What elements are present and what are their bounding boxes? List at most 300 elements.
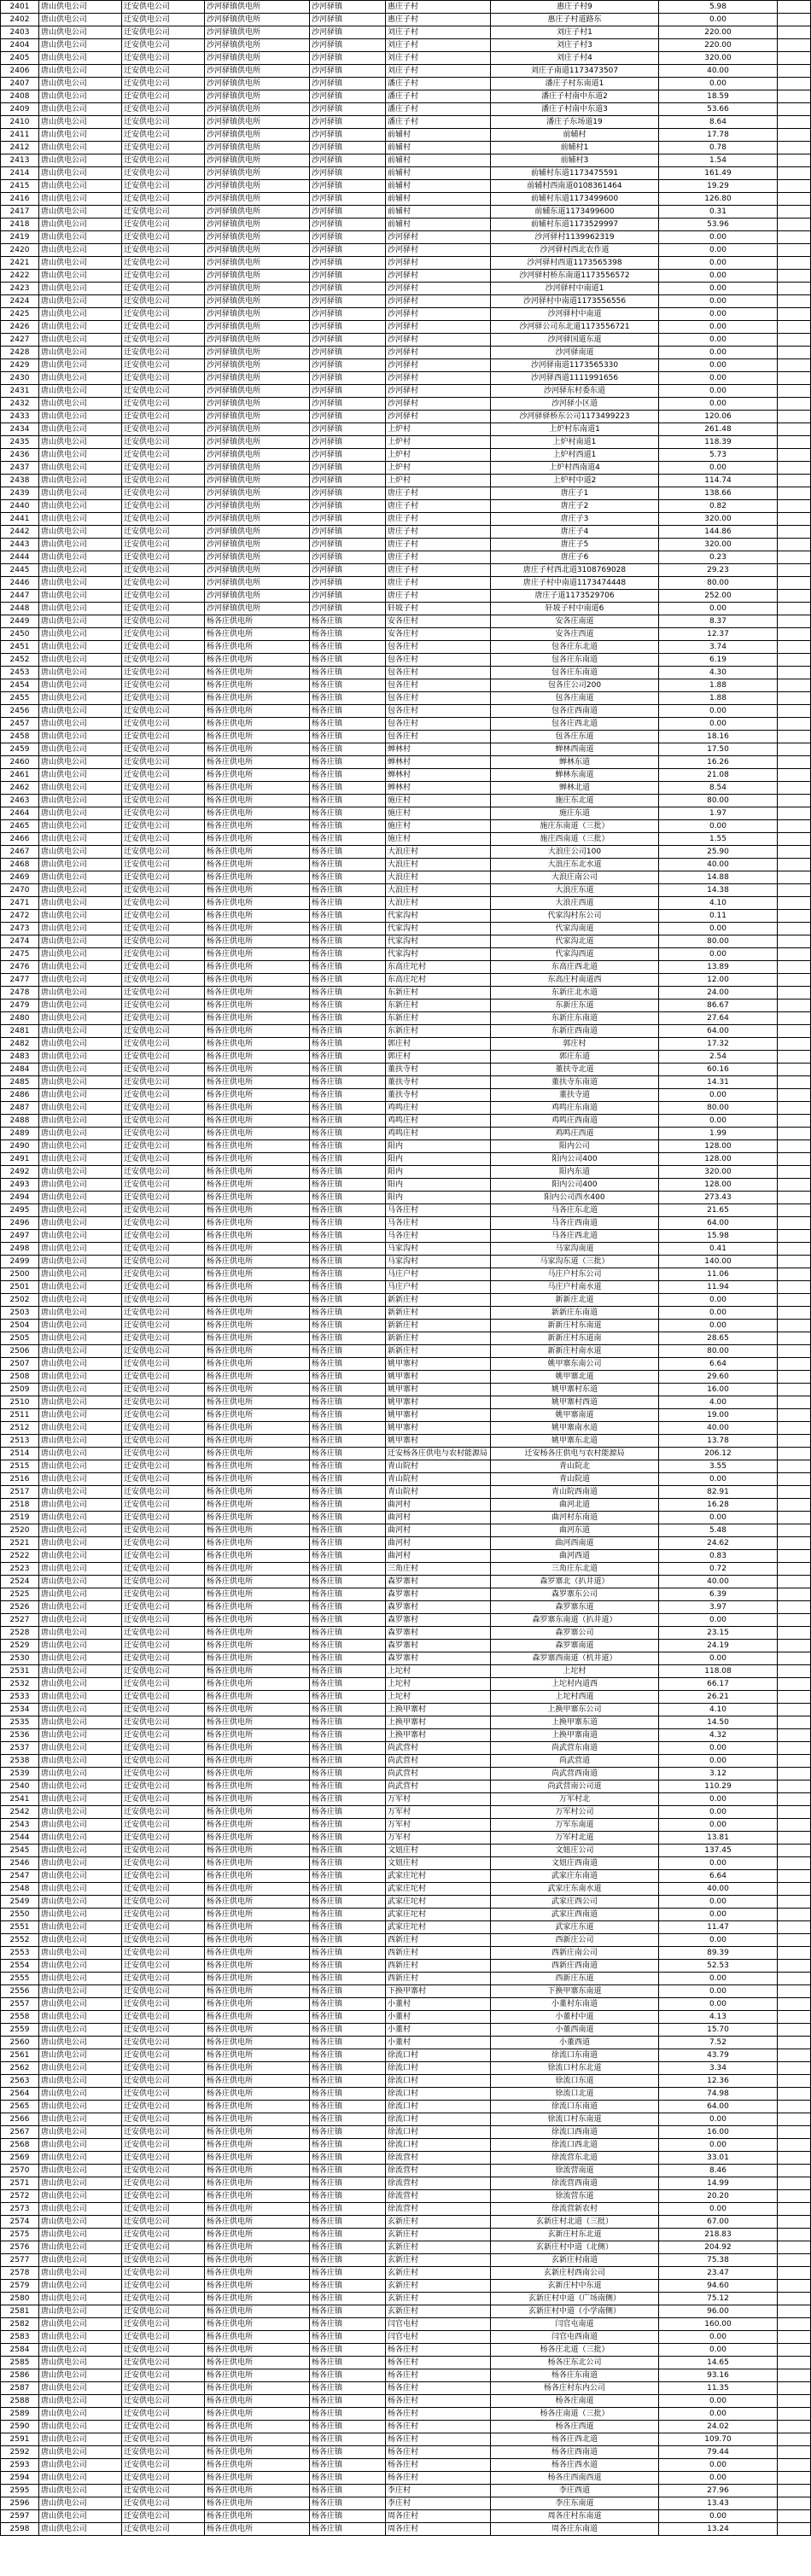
branch-cell: 迁安供电公司 <box>122 871 205 884</box>
company-cell: 唐山供电公司 <box>39 2139 122 2152</box>
village-cell: 蝉林村 <box>386 782 491 795</box>
station-cell: 杨各庄供电所 <box>205 654 310 667</box>
value-cell: 86.67 <box>659 1000 778 1012</box>
row-number-cell: 2537 <box>1 1742 39 1755</box>
town-cell: 沙河驿镇 <box>310 539 386 551</box>
village-cell: 上坨村 <box>386 1691 491 1704</box>
village-cell: 唐庄子村 <box>386 564 491 577</box>
branch-cell: 迁安供电公司 <box>122 1909 205 1921</box>
village-cell: 万军村 <box>386 1819 491 1832</box>
location-cell: 玄新庄村北道（三批） <box>491 2216 659 2229</box>
table-row <box>1 2267 811 2280</box>
town-cell: 杨各庄镇 <box>310 2165 386 2177</box>
town-cell: 沙河驿镇 <box>310 423 386 436</box>
location-cell: 唐庄子3 <box>491 513 659 526</box>
empty-cell <box>778 2280 811 2293</box>
table-row <box>1 321 811 334</box>
empty-cell <box>778 1025 811 1038</box>
table-row <box>1 628 811 641</box>
branch-cell: 迁安供电公司 <box>122 1524 205 1537</box>
branch-cell: 迁安供电公司 <box>122 52 205 65</box>
village-cell: 东高庄坨村 <box>386 961 491 974</box>
town-cell: 杨各庄镇 <box>310 2049 386 2062</box>
table-row <box>1 935 811 948</box>
station-cell: 杨各庄供电所 <box>205 2369 310 2382</box>
station-cell: 杨各庄供电所 <box>205 782 310 795</box>
village-cell: 沙河驿村 <box>386 334 491 347</box>
table-row <box>1 1012 811 1025</box>
table-row <box>1 1550 811 1563</box>
location-cell: 代家沟南道 <box>491 923 659 935</box>
location-cell: 鸡鸣庄西南道 <box>491 1115 659 1128</box>
location-cell: 徐流口东道 <box>491 2075 659 2088</box>
table-row <box>1 1281 811 1294</box>
town-cell: 沙河驿镇 <box>310 270 386 283</box>
station-cell: 杨各庄供电所 <box>205 2395 310 2408</box>
branch-cell: 迁安供电公司 <box>122 539 205 551</box>
company-cell: 唐山供电公司 <box>39 1934 122 1947</box>
company-cell: 唐山供电公司 <box>39 539 122 551</box>
town-cell: 沙河驿镇 <box>310 154 386 167</box>
empty-cell <box>778 782 811 795</box>
table-row <box>1 577 811 590</box>
company-cell: 唐山供电公司 <box>39 2241 122 2254</box>
table-row <box>1 1870 811 1883</box>
empty-cell <box>778 1742 811 1755</box>
town-cell: 沙河驿镇 <box>310 577 386 590</box>
branch-cell: 迁安供电公司 <box>122 2152 205 2165</box>
location-cell: 东高庄村南道西 <box>491 974 659 987</box>
table-row <box>1 1909 811 1921</box>
company-cell: 唐山供电公司 <box>39 2357 122 2369</box>
company-cell: 唐山供电公司 <box>39 1947 122 1960</box>
branch-cell: 迁安供电公司 <box>122 2037 205 2049</box>
row-number-cell: 2473 <box>1 923 39 935</box>
branch-cell: 迁安供电公司 <box>122 90 205 103</box>
town-cell: 杨各庄镇 <box>310 1576 386 1588</box>
station-cell: 杨各庄供电所 <box>205 1102 310 1115</box>
branch-cell: 迁安供电公司 <box>122 283 205 295</box>
town-cell: 沙河驿镇 <box>310 347 386 359</box>
value-cell: 53.66 <box>659 103 778 116</box>
empty-cell <box>778 2139 811 2152</box>
value-cell: 160.00 <box>659 2318 778 2331</box>
village-cell: 包各庄村 <box>386 718 491 731</box>
location-cell: 杨各庄西南道 <box>491 2446 659 2459</box>
value-cell: 3.55 <box>659 1460 778 1473</box>
row-number-cell: 2496 <box>1 1217 39 1230</box>
table-row <box>1 1409 811 1422</box>
company-cell: 唐山供电公司 <box>39 2293 122 2305</box>
village-cell: 上炉村 <box>386 449 491 462</box>
station-cell: 杨各庄供电所 <box>205 1845 310 1857</box>
town-cell: 杨各庄镇 <box>310 1243 386 1256</box>
station-cell: 杨各庄供电所 <box>205 2293 310 2305</box>
empty-cell <box>778 2510 811 2523</box>
branch-cell: 迁安供电公司 <box>122 1115 205 1128</box>
station-cell: 杨各庄供电所 <box>205 1524 310 1537</box>
branch-cell: 迁安供电公司 <box>122 1550 205 1563</box>
company-cell: 唐山供电公司 <box>39 1448 122 1460</box>
table-row <box>1 1678 811 1691</box>
branch-cell: 迁安供电公司 <box>122 1153 205 1166</box>
village-cell: 徐流口村 <box>386 2062 491 2075</box>
station-cell: 杨各庄供电所 <box>205 2037 310 2049</box>
value-cell: 138.66 <box>659 487 778 500</box>
value-cell: 12.36 <box>659 2075 778 2088</box>
table-row <box>1 1729 811 1742</box>
table-row <box>1 52 811 65</box>
town-cell: 沙河驿镇 <box>310 398 386 411</box>
row-number-cell: 2555 <box>1 1973 39 1985</box>
location-cell: 徐流营东北道 <box>491 2152 659 2165</box>
town-cell: 杨各庄镇 <box>310 2433 386 2446</box>
table-row <box>1 2254 811 2267</box>
table-row <box>1 2421 811 2433</box>
location-cell: 上换甲寨南道 <box>491 1729 659 1742</box>
value-cell: 40.00 <box>659 1883 778 1896</box>
empty-cell <box>778 1307 811 1320</box>
table-row <box>1 603 811 615</box>
branch-cell: 迁安供电公司 <box>122 2011 205 2024</box>
location-cell: 森罗寨东南道（扒井道） <box>491 1614 659 1627</box>
value-cell: 80.00 <box>659 795 778 807</box>
table-row <box>1 257 811 270</box>
empty-cell <box>778 590 811 603</box>
value-cell: 0.00 <box>659 1793 778 1806</box>
value-cell: 2.54 <box>659 1051 778 1064</box>
village-cell: 包各庄村 <box>386 692 491 705</box>
station-cell: 杨各庄供电所 <box>205 1358 310 1371</box>
empty-cell <box>778 359 811 372</box>
branch-cell: 迁安供电公司 <box>122 2305 205 2318</box>
row-number-cell: 2543 <box>1 1819 39 1832</box>
town-cell: 杨各庄镇 <box>310 1640 386 1652</box>
station-cell: 沙河驿镇供电所 <box>205 180 310 193</box>
row-number-cell: 2587 <box>1 2382 39 2395</box>
branch-cell: 迁安供电公司 <box>122 1038 205 1051</box>
town-cell: 沙河驿镇 <box>310 206 386 219</box>
value-cell: 0.00 <box>659 270 778 283</box>
branch-cell: 迁安供电公司 <box>122 1268 205 1281</box>
table-row <box>1 1857 811 1870</box>
row-number-cell: 2416 <box>1 193 39 206</box>
table-row <box>1 1486 811 1499</box>
branch-cell: 迁安供电公司 <box>122 603 205 615</box>
town-cell: 沙河驿镇 <box>310 500 386 513</box>
branch-cell: 迁安供电公司 <box>122 1204 205 1217</box>
village-cell: 阳内 <box>386 1179 491 1192</box>
station-cell: 杨各庄供电所 <box>205 756 310 769</box>
empty-cell <box>778 167 811 180</box>
town-cell: 杨各庄镇 <box>310 2267 386 2280</box>
value-cell: 11.94 <box>659 1281 778 1294</box>
empty-cell <box>778 1883 811 1896</box>
location-cell: 上炉村西南道4 <box>491 462 659 475</box>
town-cell: 杨各庄镇 <box>310 961 386 974</box>
village-cell: 包各庄村 <box>386 667 491 679</box>
branch-cell: 迁安供电公司 <box>122 2408 205 2421</box>
village-cell: 西新庄村 <box>386 1947 491 1960</box>
town-cell: 杨各庄镇 <box>310 2459 386 2472</box>
empty-cell <box>778 2293 811 2305</box>
table-row <box>1 1422 811 1435</box>
company-cell: 唐山供电公司 <box>39 1614 122 1627</box>
row-number-cell: 2538 <box>1 1755 39 1768</box>
row-number-cell: 2571 <box>1 2177 39 2190</box>
empty-cell <box>778 1230 811 1243</box>
village-cell: 刘庄子村 <box>386 65 491 78</box>
value-cell: 14.50 <box>659 1716 778 1729</box>
location-cell: 上炉村西道1 <box>491 449 659 462</box>
company-cell: 唐山供电公司 <box>39 65 122 78</box>
empty-cell <box>778 1102 811 1115</box>
town-cell: 杨各庄镇 <box>310 2113 386 2126</box>
empty-cell <box>778 65 811 78</box>
station-cell: 杨各庄供电所 <box>205 1038 310 1051</box>
station-cell: 杨各庄供电所 <box>205 1025 310 1038</box>
location-cell: 施庄东道 <box>491 807 659 820</box>
station-cell: 沙河驿镇供电所 <box>205 513 310 526</box>
company-cell: 唐山供电公司 <box>39 577 122 590</box>
branch-cell: 迁安供电公司 <box>122 1166 205 1179</box>
station-cell: 沙河驿镇供电所 <box>205 500 310 513</box>
village-cell: 玄新庄村 <box>386 2280 491 2293</box>
value-cell: 0.00 <box>659 1512 778 1524</box>
row-number-cell: 2448 <box>1 603 39 615</box>
village-cell: 代家沟村 <box>386 935 491 948</box>
location-cell: 包各庄东南道 <box>491 667 659 679</box>
branch-cell: 迁安供电公司 <box>122 1563 205 1576</box>
branch-cell: 迁安供电公司 <box>122 974 205 987</box>
town-cell: 沙河驿镇 <box>310 603 386 615</box>
village-cell: 郭庄村 <box>386 1051 491 1064</box>
empty-cell <box>778 1998 811 2011</box>
town-cell: 杨各庄镇 <box>310 2152 386 2165</box>
table-row <box>1 667 811 679</box>
company-cell: 唐山供电公司 <box>39 2165 122 2177</box>
table-row <box>1 564 811 577</box>
value-cell: 0.00 <box>659 244 778 257</box>
company-cell: 唐山供电公司 <box>39 1883 122 1896</box>
table-row <box>1 167 811 180</box>
value-cell: 6.19 <box>659 654 778 667</box>
town-cell: 杨各庄镇 <box>310 2305 386 2318</box>
location-cell: 杨各庄南道（三批） <box>491 2408 659 2421</box>
village-cell: 徐流营村 <box>386 2190 491 2203</box>
location-cell: 徐流口村东南道 <box>491 2113 659 2126</box>
row-number-cell: 2566 <box>1 2113 39 2126</box>
branch-cell: 迁安供电公司 <box>122 129 205 142</box>
branch-cell: 迁安供电公司 <box>122 359 205 372</box>
village-cell: 西新庄村 <box>386 1960 491 1973</box>
company-cell: 唐山供电公司 <box>39 667 122 679</box>
location-cell: 东新庄西南道 <box>491 1025 659 1038</box>
row-number-cell: 2592 <box>1 2446 39 2459</box>
location-cell: 潘庄子村南中东道3 <box>491 103 659 116</box>
location-cell: 曲河西南道 <box>491 1537 659 1550</box>
village-cell: 潘庄子村 <box>386 103 491 116</box>
station-cell: 杨各庄供电所 <box>205 731 310 743</box>
value-cell: 29.60 <box>659 1371 778 1384</box>
location-cell: 西新庄公司 <box>491 1934 659 1947</box>
company-cell: 唐山供电公司 <box>39 26 122 39</box>
location-cell: 马各庄东北道 <box>491 1204 659 1217</box>
row-number-cell: 2447 <box>1 590 39 603</box>
location-cell: 森罗寨公司 <box>491 1627 659 1640</box>
location-cell: 前辅村东道1173475591 <box>491 167 659 180</box>
village-cell: 惠庄子村 <box>386 1 491 14</box>
value-cell: 4.00 <box>659 1396 778 1409</box>
town-cell: 沙河驿镇 <box>310 411 386 423</box>
empty-cell <box>778 1921 811 1934</box>
company-cell: 唐山供电公司 <box>39 372 122 385</box>
location-cell: 施庄东南道（三批） <box>491 820 659 833</box>
village-cell: 迁安杨各庄供电与农村能源局 <box>386 1448 491 1460</box>
station-cell: 杨各庄供电所 <box>205 1819 310 1832</box>
town-cell: 沙河驿镇 <box>310 526 386 539</box>
company-cell: 唐山供电公司 <box>39 2472 122 2485</box>
empty-cell <box>778 897 811 910</box>
town-cell: 杨各庄镇 <box>310 1934 386 1947</box>
station-cell: 杨各庄供电所 <box>205 2485 310 2497</box>
empty-cell <box>778 705 811 718</box>
table-row <box>1 1307 811 1320</box>
company-cell: 唐山供电公司 <box>39 1716 122 1729</box>
table-row <box>1 2331 811 2344</box>
table-row <box>1 116 811 129</box>
empty-cell <box>778 2049 811 2062</box>
town-cell: 杨各庄镇 <box>310 1422 386 1435</box>
location-cell: 大浪庄公司100 <box>491 846 659 859</box>
value-cell: 204.92 <box>659 2241 778 2254</box>
town-cell: 杨各庄镇 <box>310 1179 386 1192</box>
location-cell: 李庄东南道 <box>491 2497 659 2510</box>
company-cell: 唐山供电公司 <box>39 692 122 705</box>
table-row <box>1 1537 811 1550</box>
value-cell: 93.16 <box>659 2369 778 2382</box>
town-cell: 杨各庄镇 <box>310 1217 386 1230</box>
village-cell: 李庄村 <box>386 2485 491 2497</box>
table-row <box>1 462 811 475</box>
location-cell: 郭庄东道 <box>491 1051 659 1064</box>
location-cell: 三角庄东北道 <box>491 1563 659 1576</box>
village-cell: 蝉林村 <box>386 756 491 769</box>
empty-cell <box>778 974 811 987</box>
town-cell: 杨各庄镇 <box>310 1320 386 1332</box>
location-cell: 万军村公司 <box>491 1806 659 1819</box>
station-cell: 杨各庄供电所 <box>205 974 310 987</box>
branch-cell: 迁安供电公司 <box>122 103 205 116</box>
branch-cell: 迁安供电公司 <box>122 1102 205 1115</box>
branch-cell: 迁安供电公司 <box>122 2357 205 2369</box>
company-cell: 唐山供电公司 <box>39 116 122 129</box>
company-cell: 唐山供电公司 <box>39 1268 122 1281</box>
table-row <box>1 756 811 769</box>
town-cell: 杨各庄镇 <box>310 1051 386 1064</box>
row-number-cell: 2588 <box>1 2395 39 2408</box>
town-cell: 沙河驿镇 <box>310 449 386 462</box>
value-cell: 128.00 <box>659 1140 778 1153</box>
station-cell: 杨各庄供电所 <box>205 1230 310 1243</box>
company-cell: 唐山供电公司 <box>39 475 122 487</box>
value-cell: 118.39 <box>659 436 778 449</box>
empty-cell <box>778 2101 811 2113</box>
branch-cell: 迁安供电公司 <box>122 116 205 129</box>
empty-cell <box>778 679 811 692</box>
row-number-cell: 2514 <box>1 1448 39 1460</box>
value-cell: 17.32 <box>659 1038 778 1051</box>
value-cell: 64.00 <box>659 1025 778 1038</box>
row-number-cell: 2531 <box>1 1665 39 1678</box>
village-cell: 前辅村 <box>386 167 491 180</box>
value-cell: 206.12 <box>659 1448 778 1460</box>
company-cell: 唐山供电公司 <box>39 807 122 820</box>
company-cell: 唐山供电公司 <box>39 2049 122 2062</box>
table-row <box>1 2241 811 2254</box>
village-cell: 青山院村 <box>386 1486 491 1499</box>
company-cell: 唐山供电公司 <box>39 1563 122 1576</box>
station-cell: 杨各庄供电所 <box>205 1883 310 1896</box>
location-cell: 小董西道 <box>491 2037 659 2049</box>
company-cell: 唐山供电公司 <box>39 513 122 526</box>
location-cell: 武家庄西公司 <box>491 1896 659 1909</box>
location-cell: 潘庄子村南中东道2 <box>491 90 659 103</box>
row-number-cell: 2519 <box>1 1512 39 1524</box>
station-cell: 杨各庄供电所 <box>205 2446 310 2459</box>
location-cell: 闫官屯南道 <box>491 2318 659 2331</box>
village-cell: 文妞庄村 <box>386 1857 491 1870</box>
row-number-cell: 2444 <box>1 551 39 564</box>
location-cell: 迁安杨各庄供电与农村能源局 <box>491 1448 659 1460</box>
table-row <box>1 1230 811 1243</box>
branch-cell: 迁安供电公司 <box>122 1806 205 1819</box>
company-cell: 唐山供电公司 <box>39 334 122 347</box>
location-cell: 杨各庄西南西道 <box>491 2472 659 2485</box>
table-row <box>1 1934 811 1947</box>
empty-cell <box>778 2357 811 2369</box>
station-cell: 沙河驿镇供电所 <box>205 423 310 436</box>
location-cell: 玄新庄村中东道 <box>491 2280 659 2293</box>
table-row <box>1 219 811 231</box>
empty-cell <box>778 987 811 1000</box>
company-cell: 唐山供电公司 <box>39 308 122 321</box>
row-number-cell: 2466 <box>1 833 39 846</box>
branch-cell: 迁安供电公司 <box>122 2293 205 2305</box>
station-cell: 杨各庄供电所 <box>205 1089 310 1102</box>
table-row <box>1 2510 811 2523</box>
location-cell: 包各庄东北道 <box>491 641 659 654</box>
town-cell: 沙河驿镇 <box>310 513 386 526</box>
branch-cell: 迁安供电公司 <box>122 1435 205 1448</box>
town-cell: 沙河驿镇 <box>310 1 386 14</box>
village-cell: 东高庄坨村 <box>386 974 491 987</box>
station-cell: 沙河驿镇供电所 <box>205 193 310 206</box>
village-cell: 唐庄子村 <box>386 539 491 551</box>
location-cell: 沙河驿村1139962319 <box>491 231 659 244</box>
station-cell: 杨各庄供电所 <box>205 2049 310 2062</box>
location-cell: 姚甲寨东北道 <box>491 1435 659 1448</box>
table-row <box>1 2344 811 2357</box>
row-number-cell: 2562 <box>1 2062 39 2075</box>
value-cell: 89.39 <box>659 1947 778 1960</box>
empty-cell <box>778 1268 811 1281</box>
table-row <box>1 1652 811 1665</box>
row-number-cell: 2521 <box>1 1537 39 1550</box>
value-cell: 75.38 <box>659 2254 778 2267</box>
row-number-cell: 2499 <box>1 1256 39 1268</box>
empty-cell <box>778 1691 811 1704</box>
